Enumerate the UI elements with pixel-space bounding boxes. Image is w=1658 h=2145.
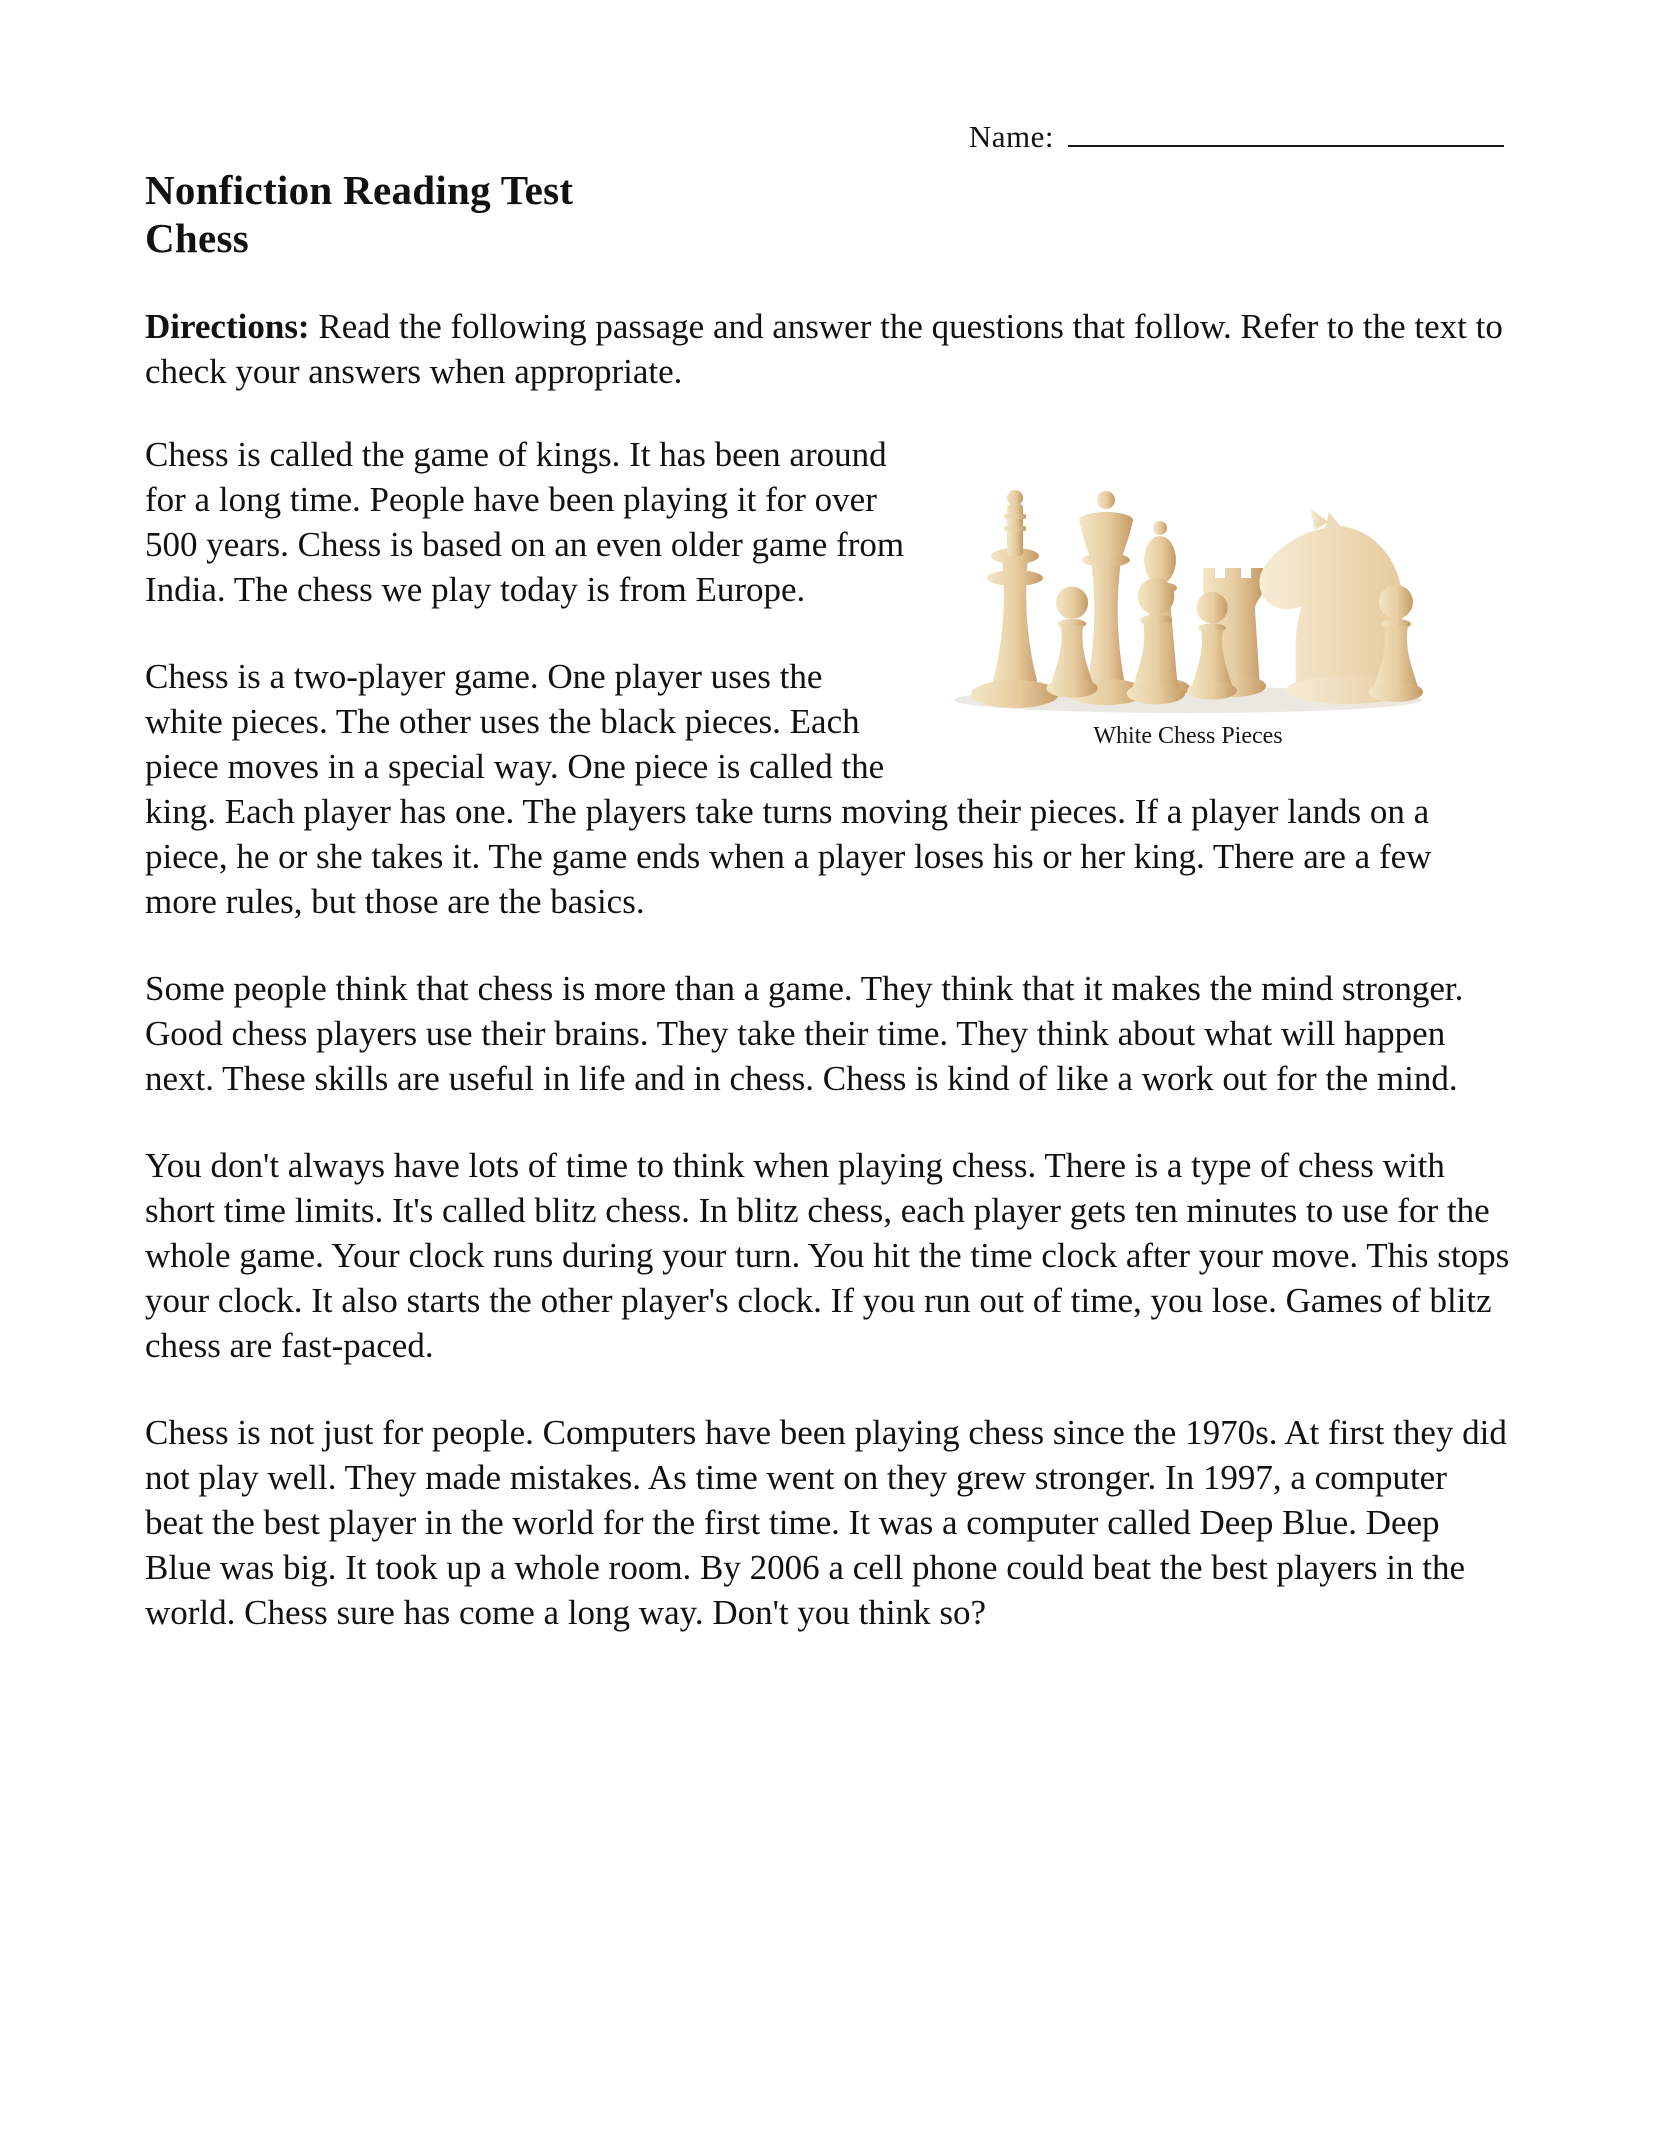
figure-caption: White Chess Pieces [1093, 723, 1283, 749]
page-subtitle: Chess [145, 215, 250, 261]
passage-paragraph: Chess is a two-player game. One player uses the white pieces. The other uses the black pieces. Each piece moves in a special way. One piece is called the king. Each player has one. The players take turns moving their pieces. If a player lands on a piece, he or she takes it. The game ends when a player loses his or her king. There are a few more rules, but those are the basics. [145, 657, 1432, 921]
page-title: Nonfiction Reading Test [145, 167, 574, 213]
passage-paragraph: Chess is called the game of kings. It has been around for a long time. People have been playing it for over 500 years. Chess is based on an even older game from India. The chess we play today is from Europe. [145, 435, 905, 609]
title-block [145, 166, 1510, 262]
king-shape [971, 490, 1059, 708]
name-row [145, 116, 1510, 156]
white-chess-pieces-photo [944, 438, 1432, 716]
directions-paragraph [145, 304, 1510, 394]
passage-paragraph: Chess is not just for people. Computers have been playing chess since the 1970s. At first they did not play well. They made mistakes. As time went on they grew stronger. In 1997, a computer beat the best player in the world for the first time. It was a computer called Deep Blue. Deep Blue was big. It took up a whole room. By 2006 a cell phone could beat the best players in the world. Chess sure has come a long way. Don't you think so? [145, 1413, 1507, 1632]
white-chess-pieces-figure [944, 438, 1510, 750]
passage [145, 432, 1510, 1635]
directions-label: Directions: [145, 307, 310, 346]
directions-text: Read the following passage and answer the questions that follow. Refer to the text to check your answers when appropriate. [145, 307, 1503, 391]
passage-paragraph: You don't always have lots of time to think when playing chess. There is a type of chess with short time limits. It's called blitz chess. In blitz chess, each player gets ten minutes to use for the whole game. Your clock runs during your turn. You hit the time clock after your move. This stops your clock. It also starts the other player's clock. If you run out of time, you lose. Games of blitz chess are fast-paced. [145, 1146, 1510, 1365]
name-input-line[interactable] [1068, 116, 1504, 147]
pawn-shape [1046, 587, 1097, 698]
name-label: Name: [968, 119, 1054, 154]
passage-paragraph: Some people think that chess is more than a game. They think that it makes the mind stronger. Good chess players use their brains. They take their time. They think about what will happen next. These skills are useful in life and in chess. Chess is kind of like a work out for the mind. [145, 969, 1464, 1098]
pawn-shape [1127, 578, 1185, 704]
